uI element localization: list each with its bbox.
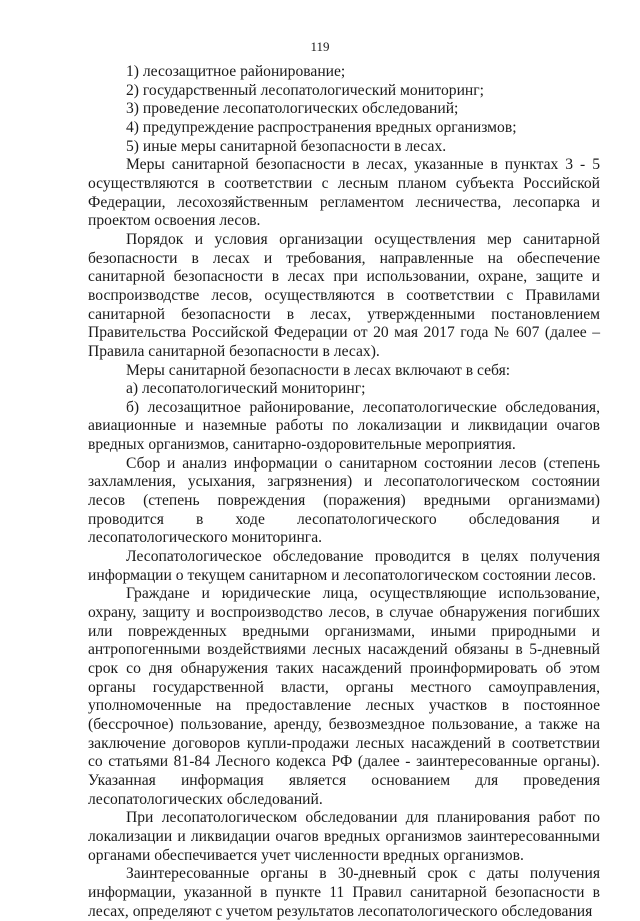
list-item: а) лесопатологический мониторинг; bbox=[126, 380, 366, 398]
paragraph: Граждане и юридические лица, осуществляющие использование, охрану, защиту и воспроизводство лесов, в случае обнаружения погибших или поврежденных вредными организмами, иными природными и антропогенными воздействиями лесных насаждений обязаны в 5-дневный срок со дня обнаружения таких насаждений проинформировать об этом органы государственной власти, органы местного самоуправления, уполномоченные на предоставление лесных участков в постоянное (бессрочное) пользование, аренду, безвозмездное пользование, а также на заключение договоров купли-продажи лесных насаждений в соответствии со статьями 81-84 Лесного кодекса РФ (далее - заинтересованные органы). Указанная информация является основанием для проведения лесопатологических обследований. bbox=[88, 585, 600, 808]
page-number: 119 bbox=[310, 39, 330, 54]
list-item: 2) государственный лесопатологический мониторинг; bbox=[126, 81, 485, 99]
list-item: 1) лесозащитное районирование; bbox=[126, 63, 346, 80]
list-item: 4) предупреждение распространения вредных организмов; bbox=[126, 118, 517, 136]
paragraph: Сбор и анализ информации о санитарном состоянии лесов (степень захламления, усыхания, загрязнения) и лесопатологическом состоянии лесов (степень повреждения (поражения) вредными организмами) проводится в ходе лесопатологического обследования и лесопатологического мониторинга. bbox=[88, 454, 600, 547]
paragraph: Меры санитарной безопасности в лесах, указанные в пунктах 3 - 5 осуществляются в соответствии с лесным планом субъекта Российской Федерации, лесохозяйственным регламентом лесничества, лесопарка и проектом освоения лесов. bbox=[88, 156, 600, 230]
paragraph: При лесопатологическом обследовании для планирования работ по локализации и ликвидации очагов вредных организмов заинтересованными органами обеспечивается учет численности вредных организмов. bbox=[88, 809, 600, 864]
paragraph: Заинтересованные органы в 30-дневный срок с даты получения информации, указанной в пункте 11 Правил санитарной безопасности в лесах, определяют с учетом результатов лесопатологического обследования bbox=[88, 865, 600, 920]
paragraph: Лесопатологическое обследование проводится в целях получения информации о текущем санитарном и лесопатологическом состоянии лесов. bbox=[88, 548, 600, 584]
paragraph: Порядок и условия организации осуществления мер санитарной безопасности в лесах и требования, направленные на обеспечение санитарной безопасности в лесах при использовании, охране, защите и воспроизводстве лесов, осуществляются в соответствии с Правилами санитарной безопасности в лесах, утвержденными постановлением Правительства Российской Федерации от 20 мая 2017 года № 607 (далее – Правила санитарной безопасности в лесах). bbox=[88, 230, 600, 360]
document-body bbox=[88, 63, 600, 921]
list-item: б) лесозащитное районирование, лесопатологические обследования, авиационные и наземные работы по локализации и ликвидации очагов вредных организмов, санитарно-оздоровительные мероприятия. bbox=[88, 398, 600, 454]
list-item: 3) проведение лесопатологических обследований; bbox=[126, 100, 459, 118]
list-item: 5) иные меры санитарной безопасности в лесах. bbox=[126, 137, 447, 155]
paragraph: Меры санитарной безопасности в лесах включают в себя: bbox=[126, 361, 511, 379]
